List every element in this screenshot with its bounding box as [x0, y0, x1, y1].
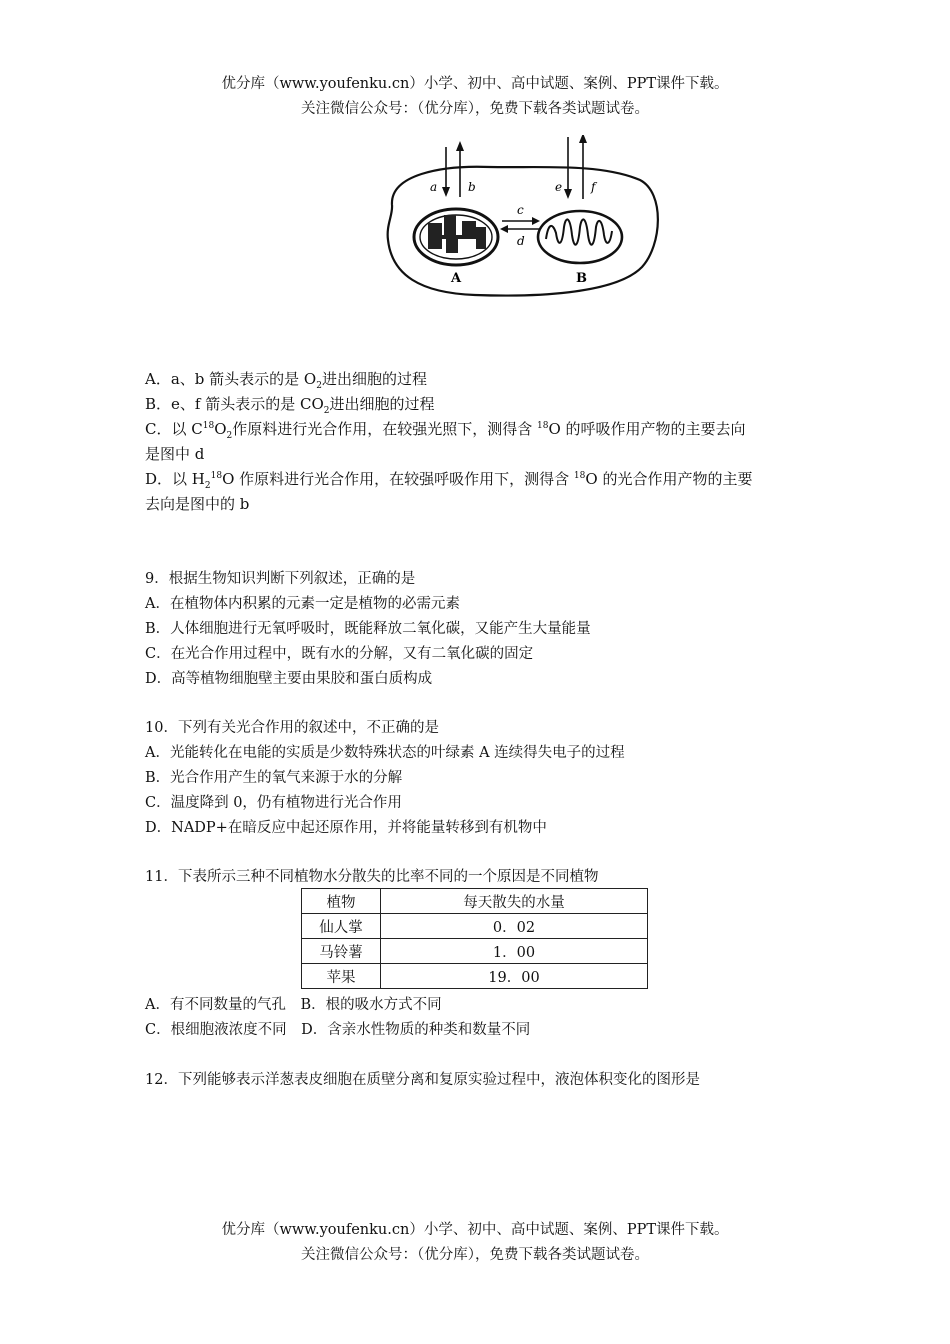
q8-option-c-text-4: O 的呼吸作用产物的主要去向 [548, 420, 746, 438]
q8-option-d-text-2: O 作原料进行光合作用，在较强呼吸作用下，测得含 [222, 470, 574, 488]
q8-option-d-line-2: 去向是图中的 b [145, 495, 250, 513]
header-line-2: 关注微信公众号：（优分库），免费下载各类试题试卷。 [301, 101, 649, 117]
footer-line-1: 优分库（www.youfenku.cn）小学、初中、高中试题、案例、PPT课件下载。 [221, 1222, 729, 1238]
table-cell: 仙人掌 [302, 914, 381, 939]
table-cell: 苹果 [302, 964, 381, 989]
q8-option-c-sup-1: 18 [202, 421, 215, 431]
q9-option-a: A．在植物体内积累的元素一定是植物的必需元素 [145, 596, 460, 612]
q9-option-c: C．在光合作用过程中，既有水的分解，又有二氧化碳的固定 [145, 646, 534, 662]
q8-option-d-sup-2: 18 [573, 471, 586, 481]
q8-option-d [145, 468, 752, 490]
label-c: c [517, 203, 524, 217]
q10-option-b: B．光合作用产生的氧气来源于水的分解 [145, 770, 403, 786]
label-a: a [430, 180, 438, 194]
q11-options-line-1: A．有不同数量的气孔 B．根的吸水方式不同 [145, 997, 442, 1013]
chloroplast [414, 209, 498, 265]
q11-options-line-2: C．根细胞液浓度不同 D．含亲水性物质的种类和数量不同 [145, 1022, 531, 1038]
table-cell: 0．02 [381, 914, 648, 939]
q10-option-a: A．光能转化在电能的实质是少数特殊状态的叶绿素 A 连续得失电子的过程 [145, 745, 625, 761]
table-header-row [302, 889, 648, 914]
label-A: A [451, 271, 462, 286]
q8-option-c-text-1: C．以 C [145, 420, 203, 438]
label-b: b [468, 180, 476, 194]
mitochondrion [538, 211, 622, 263]
q8-option-c-text-3: 作原料进行光合作用，在较强光照下，测得含 [232, 420, 538, 438]
q8-option-c [145, 418, 746, 440]
q8-option-b-text: B．e、f 箭头表示的是 CO [145, 395, 324, 413]
q8-option-c-text-2: O [214, 420, 227, 438]
q8-option-a-text: A．a、b 箭头表示的是 O [145, 370, 317, 388]
table-row [302, 964, 648, 989]
q8-option-c-sub-1: 2 [226, 431, 233, 441]
header-line-1: 优分库（www.youfenku.cn）小学、初中、高中试题、案例、PPT课件下载。 [221, 76, 729, 92]
table-row [302, 939, 648, 964]
q8-option-d-sub-1: 2 [204, 481, 211, 491]
q8-option-b-text-2: 进出细胞的过程 [329, 395, 435, 413]
q9-stem: 9．根据生物知识判断下列叙述，正确的是 [145, 571, 416, 587]
q12-stem: 12．下列能够表示洋葱表皮细胞在质壁分离和复原实验过程中，液泡体积变化的图形是 [145, 1072, 700, 1088]
q8-option-c-sup-2: 18 [537, 421, 549, 431]
water-loss-table [301, 888, 648, 989]
table-cell: 马铃薯 [302, 939, 381, 964]
q11-stem: 11．下表所示三种不同植物水分散失的比率不同的一个原因是不同植物 [145, 869, 599, 885]
q8-option-c-line-2: 是图中 d [145, 445, 205, 463]
q8-option-d-text-1: D．以 H [145, 470, 205, 488]
label-B: B [576, 271, 587, 286]
q8-option-a-sub: 2 [316, 381, 322, 391]
q8-option-a [145, 368, 427, 390]
table-header-plant: 植物 [302, 889, 381, 914]
q9-option-b: B．人体细胞进行无氧呼吸时，既能释放二氧化碳，又能产生大量能量 [145, 621, 591, 637]
q8-option-d-sup-1: 18 [210, 471, 223, 481]
table-row [302, 914, 648, 939]
q8-option-b-sub: 2 [323, 406, 330, 416]
q8-option-b [145, 393, 435, 415]
footer-line-2: 关注微信公众号：（优分库），免费下载各类试题试卷。 [301, 1247, 649, 1263]
q8-option-a-text-2: 进出细胞的过程 [321, 370, 427, 388]
cell-diagram [380, 135, 660, 300]
q10-stem: 10．下列有关光合作用的叙述中，不正确的是 [145, 720, 439, 736]
q10-option-c: C．温度降到 0，仍有植物进行光合作用 [145, 795, 402, 811]
label-f: f [591, 180, 596, 194]
label-d: d [517, 234, 525, 248]
q10-option-d: D．NADP+在暗反应中起还原作用，并将能量转移到有机物中 [145, 820, 547, 836]
label-e: e [555, 180, 563, 194]
q9-option-d: D．高等植物细胞壁主要由果胶和蛋白质构成 [145, 671, 433, 687]
table-cell: 19．00 [381, 964, 648, 989]
q8-option-d-text-3: O 的光合作用产物的主要 [585, 470, 753, 488]
table-header-water: 每天散失的水量 [381, 889, 648, 914]
table-cell: 1．00 [381, 939, 648, 964]
